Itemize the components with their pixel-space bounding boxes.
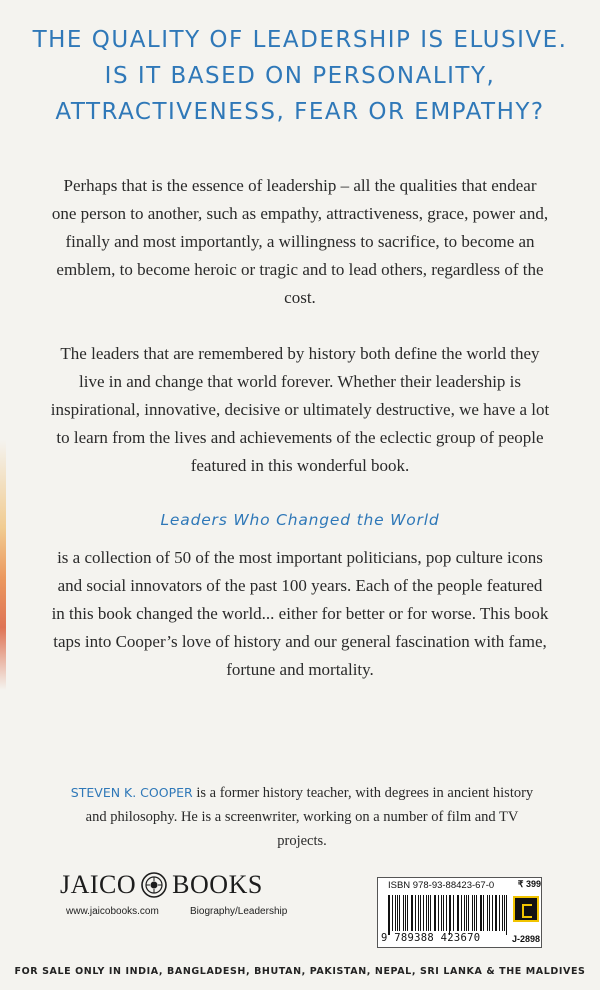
book-title: Leaders Who Changed the World — [160, 511, 440, 529]
barcode-bar — [423, 895, 424, 931]
barcode-bar — [405, 895, 406, 931]
barcode-digits: 9 789388 423670 — [381, 932, 481, 944]
author-name: STEVEN K. COOPER — [70, 785, 193, 800]
barcode-bars — [388, 895, 510, 931]
barcode-bar — [418, 895, 419, 931]
headline-line-3: ATTRACTIVENESS, FEAR OR EMPATHY? — [55, 99, 545, 125]
isbn-label: ISBN 978-93-88423-67-0 — [388, 880, 495, 891]
sales-territory-notice: FOR SALE ONLY IN INDIA, BANGLADESH, BHUTAN, PAKISTAN, NEPAL, SRI LANKA & THE MALDIVES — [14, 966, 586, 977]
headline-line-2: IS IT BASED ON PERSONALITY, — [104, 63, 496, 89]
blurb-paragraph-3: is a collection of 50 of the most important politicians, pop culture icons and social innovators of the past 100 years. Each of the people featured in this book changed the world... either for better or for worse. This book taps into Cooper’s love of history and our general fascination with fame, fortune and mortality. — [51, 548, 549, 679]
barcode-bar — [499, 895, 500, 931]
barcode-bar — [392, 895, 393, 931]
author-bio — [62, 781, 542, 853]
barcode-bar — [441, 895, 442, 931]
headline-line-1: THE QUALITY OF LEADERSHIP IS ELUSIVE. — [32, 27, 568, 53]
book-category: Biography/Leadership — [190, 906, 288, 917]
qr-code-icon — [513, 896, 539, 922]
publisher-logo — [60, 868, 263, 902]
barcode-bar — [407, 895, 408, 931]
publisher-website: www.jaicobooks.com — [66, 906, 159, 917]
barcode-bar — [438, 895, 439, 931]
barcode-bar — [450, 895, 451, 931]
barcode-bar — [472, 895, 473, 931]
cover-edge-strip — [0, 440, 6, 690]
headline — [0, 22, 600, 130]
author-bio-text: is a former history teacher, with degrees in ancient history and philosophy. He is a screenwriter, working on a number of film and TV projects. — [85, 785, 534, 849]
barcode-bar — [399, 895, 400, 931]
book-code: J-2898 — [512, 934, 541, 944]
barcode-bar — [464, 895, 465, 931]
publisher-name-left: JAICO — [60, 870, 137, 899]
barcode-bar — [506, 895, 507, 935]
barcode-bar — [487, 895, 488, 931]
barcode-bar — [430, 895, 431, 931]
barcode-bar — [489, 895, 490, 931]
barcode-bar — [476, 895, 477, 931]
publisher-emblem-icon — [141, 872, 167, 898]
barcode-bar — [457, 895, 458, 931]
publisher-name-right: BOOKS — [172, 870, 263, 899]
blurb-paragraph-1: Perhaps that is the essence of leadership – all the qualities that endear one person to another, such as empathy, attractiveness, grace, power and, finally and most importantly, a willingness to sacrifice, to become an emblem, to become heroic or tragic and to lead others, regardless of the cost. — [51, 176, 549, 307]
blurb-paragraph-2: The leaders that are remembered by history both define the world they live in and change that world forever. Whether their leadership is inspirational, innovative, decisive or ultimately destructive, we have a lot to learn from the lives and achievements of the eclectic group of people featured in this wonderful book. — [50, 344, 550, 475]
price-label: ₹ 399 — [517, 879, 541, 889]
